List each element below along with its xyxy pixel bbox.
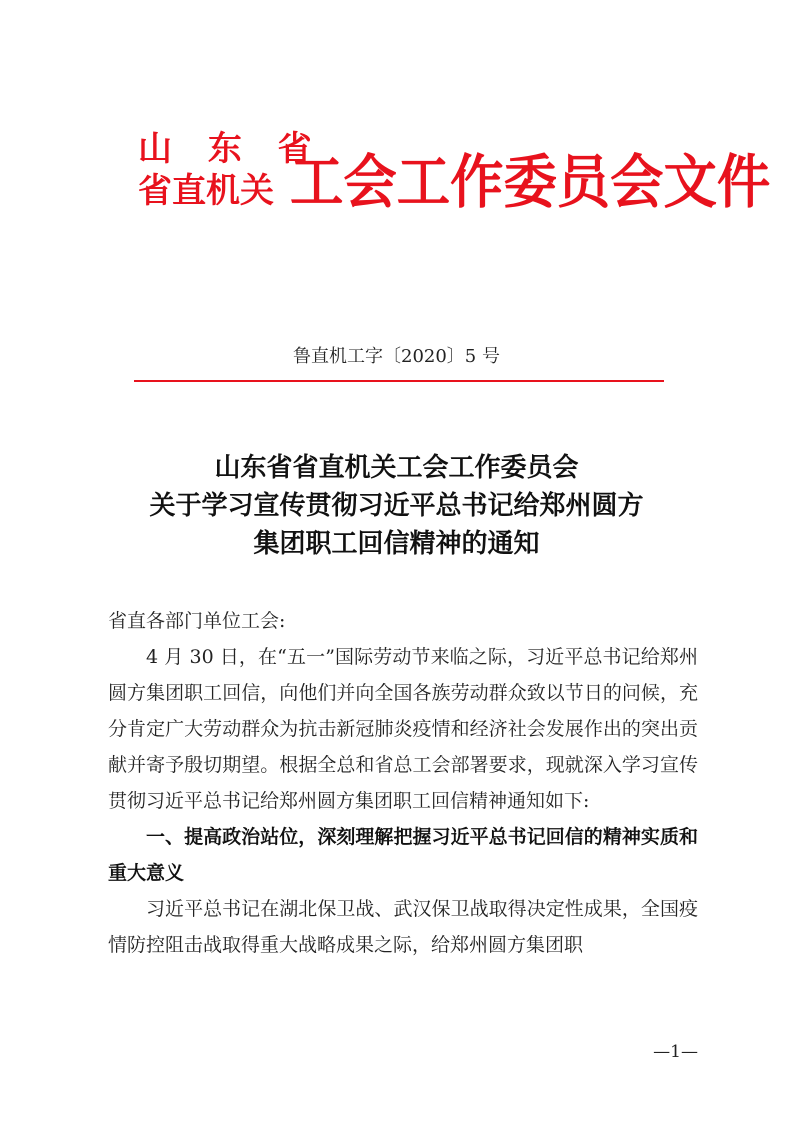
paragraph-section-1: 习近平总书记在湖北保卫战、武汉保卫战取得决定性成果，全国疫情防控阻击战取得重大战略成果之际，给郑州圆方集团职: [108, 898, 698, 956]
notice-title: [0, 449, 793, 563]
document-body: [108, 603, 698, 963]
title-line-2: 关于学习宣传贯彻习近平总书记给郑州圆方: [149, 491, 644, 521]
document-number: 鲁直机工字〔2020〕5 号: [293, 346, 500, 367]
paragraph-intro: 4 月 30 日，在“五一”国际劳动节来临之际，习近平总书记给郑州圆方集团职工回信，向他们并向全国各族劳动群众致以节日的问候，充分肯定广大劳动群众为抗击新冠肺炎疫情和经济社会发展作出的突出贡献并寄予殷切期望。根据全总和省总工会部署要求，现就深入学习宣传贯彻习近平总书记给郑州圆方集团职工回信精神通知如下:: [108, 646, 698, 812]
issuing-organization: [138, 128, 324, 212]
section-heading-1: 一、提高政治站位，深刻理解把握习近平总书记回信的精神实质和重大意义: [108, 826, 698, 884]
title-line-3: 集团职工回信精神的通知: [253, 529, 540, 559]
org-line-province: 山 东 省: [138, 129, 324, 169]
red-divider-line: [134, 380, 664, 382]
salutation: 省直各部门单位工会:: [108, 610, 286, 632]
page-number: —1—: [653, 1042, 698, 1062]
document-header: [138, 128, 771, 248]
document-type-title: 工会工作委员会文件: [290, 148, 771, 216]
title-line-1: 山东省省直机关工会工作委员会: [214, 453, 579, 483]
org-line-agency: 省直机关: [138, 171, 274, 211]
